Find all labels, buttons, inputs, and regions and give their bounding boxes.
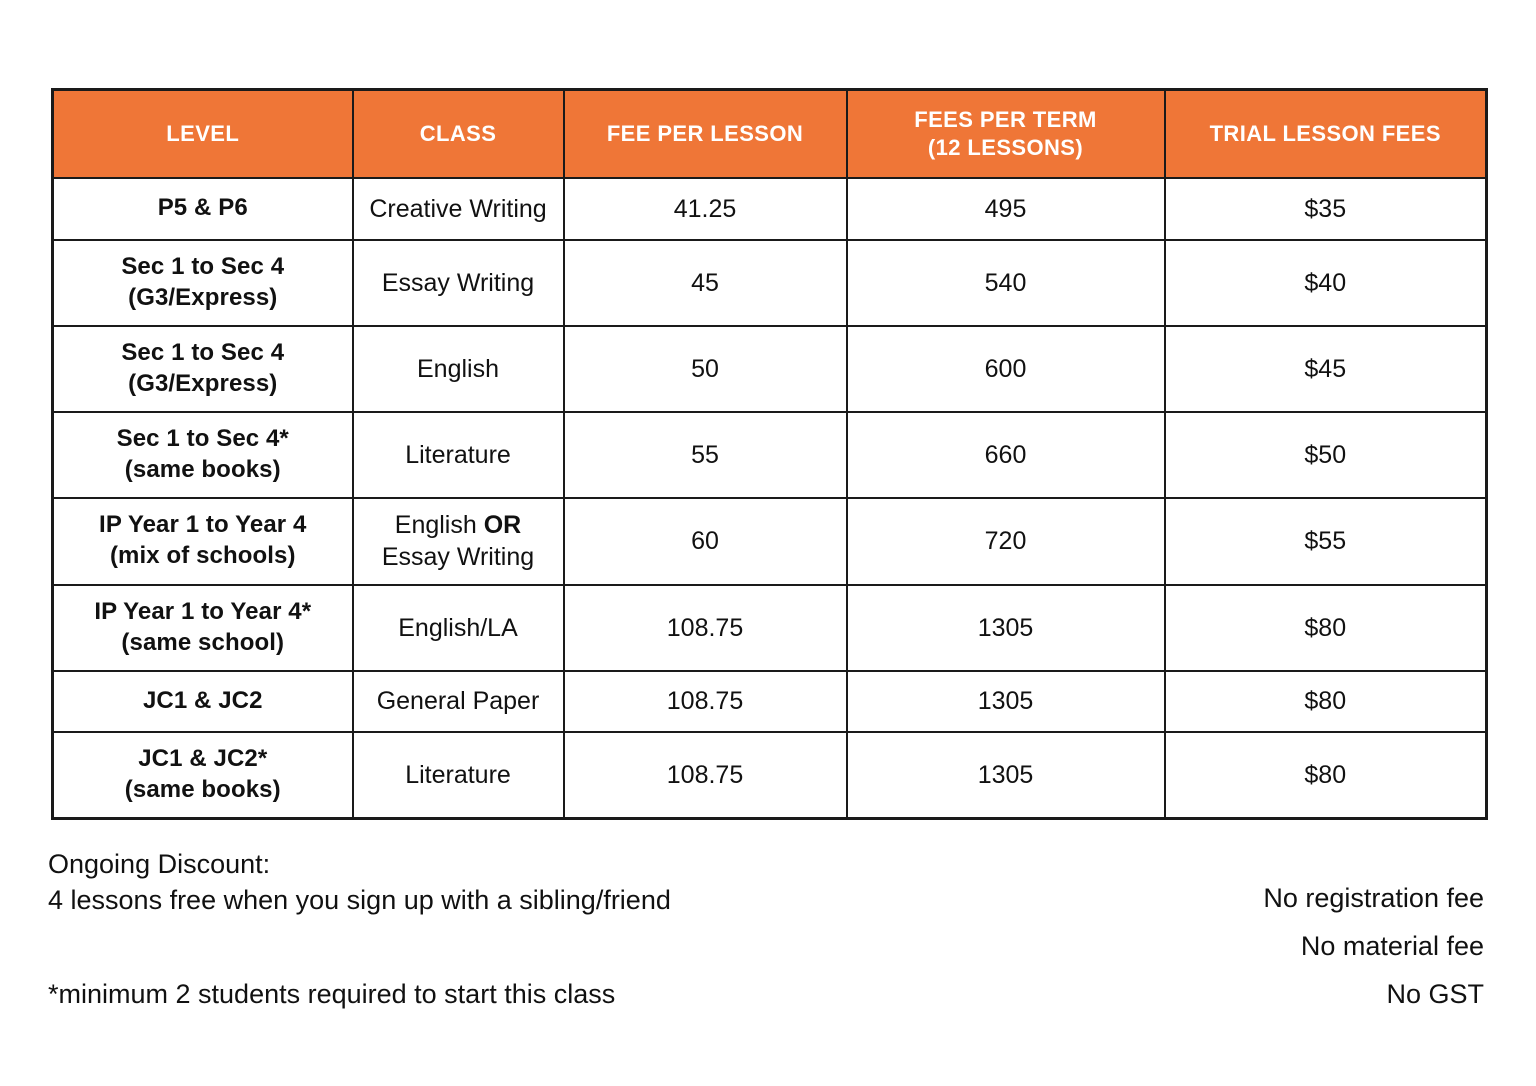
class-line-1: Creative Writing [369, 194, 547, 223]
class-line-1: Literature [405, 760, 511, 789]
cell-fees-per-term: 1305 [847, 671, 1165, 732]
cell-fee-per-lesson: 108.75 [564, 732, 847, 819]
fee-table-container [51, 88, 1485, 820]
column-header-trial-lesson-fees: TRIAL LESSON FEES [1165, 90, 1487, 178]
class-line-1: English [394, 511, 477, 539]
level-line-1: JC1 & JC2* [138, 745, 268, 773]
level-line-1: P5 & P6 [157, 194, 248, 222]
cell-fees-per-term: 1305 [847, 732, 1165, 819]
cell-level [53, 240, 353, 326]
table-row [53, 240, 1487, 326]
level-line-1: Sec 1 to Sec 4* [116, 424, 289, 452]
class-line-1: Literature [405, 440, 511, 469]
cell-level [53, 732, 353, 819]
no-registration-fee-note: No registration fee [1263, 883, 1484, 913]
cell-fee-per-lesson: 60 [564, 498, 847, 585]
cell-class [353, 412, 564, 498]
cell-level [53, 178, 353, 240]
cell-trial-lesson-fees: $50 [1165, 412, 1487, 498]
cell-fee-per-lesson: 41.25 [564, 178, 847, 240]
cell-class [353, 240, 564, 326]
level-line-2: (G3/Express) [128, 283, 278, 311]
footer [0, 846, 1536, 1046]
cell-fee-per-lesson: 108.75 [564, 585, 847, 671]
cell-fees-per-term: 540 [847, 240, 1165, 326]
level-line-1: IP Year 1 to Year 4 [99, 511, 307, 539]
column-header-fees-per-term [847, 90, 1165, 178]
level-line-1: Sec 1 to Sec 4 [121, 252, 285, 280]
table-body [53, 178, 1487, 819]
column-header-level: LEVEL [53, 90, 353, 178]
cell-trial-lesson-fees: $80 [1165, 585, 1487, 671]
cell-level [53, 671, 353, 732]
level-line-2: (same books) [124, 455, 281, 483]
cell-trial-lesson-fees: $45 [1165, 326, 1487, 412]
cell-fees-per-term: 495 [847, 178, 1165, 240]
cell-trial-lesson-fees: $35 [1165, 178, 1487, 240]
cell-trial-lesson-fees: $55 [1165, 498, 1487, 585]
cell-fees-per-term: 660 [847, 412, 1165, 498]
level-line-1: JC1 & JC2 [142, 686, 263, 714]
cell-class [353, 326, 564, 412]
ongoing-discount-detail: 4 lessons free when you sign up with a sibling/friend [48, 885, 671, 916]
table-row [53, 671, 1487, 732]
table-row [53, 326, 1487, 412]
class-line-1: Essay Writing [381, 268, 535, 297]
ongoing-discount-title: Ongoing Discount: [48, 849, 271, 879]
level-line-2: (same school) [121, 628, 285, 656]
header-row [53, 90, 1487, 178]
level-line-1: Sec 1 to Sec 4 [121, 338, 285, 366]
cell-trial-lesson-fees: $80 [1165, 671, 1487, 732]
level-line-1: IP Year 1 to Year 4* [94, 597, 312, 625]
cell-fee-per-lesson: 50 [564, 326, 847, 412]
table-header [53, 90, 1487, 178]
minimum-students-note: *minimum 2 students required to start this class [48, 979, 616, 1009]
class-line-2: Essay Writing [381, 543, 535, 571]
cell-level [53, 498, 353, 585]
cell-level [53, 326, 353, 412]
cell-class [353, 585, 564, 671]
cell-level [53, 585, 353, 671]
cell-fees-per-term: 720 [847, 498, 1165, 585]
cell-fees-per-term: 1305 [847, 585, 1165, 671]
level-line-2: (mix of schools) [109, 542, 296, 569]
class-line-1: General Paper [376, 687, 540, 715]
fees-per-term-line1: FEES PER TERM [914, 106, 1097, 132]
cell-class [353, 732, 564, 819]
table-row [53, 585, 1487, 671]
cell-trial-lesson-fees: $80 [1165, 732, 1487, 819]
class-line-1: English/LA [398, 613, 518, 642]
level-line-2: (same books) [124, 775, 281, 803]
cell-class [353, 498, 564, 585]
no-gst-note: No GST [1386, 979, 1484, 1010]
fee-table [51, 88, 1488, 820]
class-line-1-emphasis: OR [483, 511, 522, 539]
table-row [53, 412, 1487, 498]
level-line-2: (G3/Express) [128, 369, 278, 397]
table-row [53, 498, 1487, 585]
table-row [53, 178, 1487, 240]
cell-class [353, 178, 564, 240]
cell-fee-per-lesson: 108.75 [564, 671, 847, 732]
fees-per-term-line2: (12 LESSONS) [927, 134, 1084, 160]
column-header-class: CLASS [353, 90, 564, 178]
table-row [53, 732, 1487, 819]
cell-fee-per-lesson: 45 [564, 240, 847, 326]
cell-trial-lesson-fees: $40 [1165, 240, 1487, 326]
cell-level [53, 412, 353, 498]
class-line-1: English [417, 354, 499, 383]
cell-fee-per-lesson: 55 [564, 412, 847, 498]
no-material-fee-note: No material fee [1300, 931, 1484, 962]
column-header-fee-per-lesson: FEE PER LESSON [564, 90, 847, 178]
footer-right-notes [1263, 874, 1484, 1018]
footer-left-notes [48, 846, 868, 918]
cell-class [353, 671, 564, 732]
cell-fees-per-term: 600 [847, 326, 1165, 412]
